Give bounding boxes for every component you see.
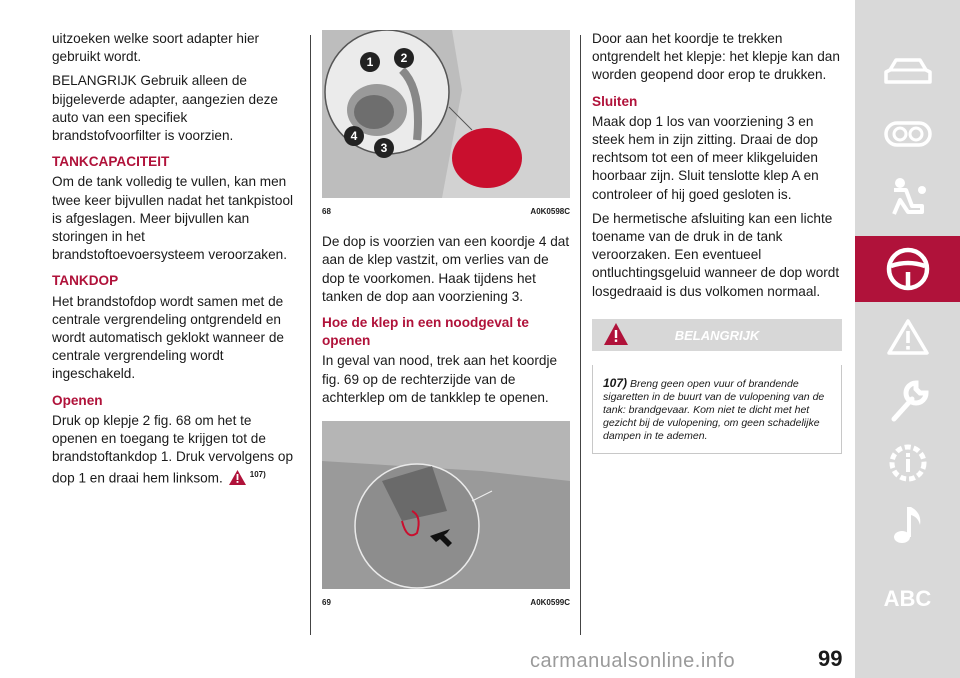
seat-safety-icon <box>886 176 930 216</box>
figure-68-code: A0K0598C <box>530 207 570 216</box>
dashboard-gauges-icon <box>884 119 932 149</box>
paragraph-noodgeval: In geval van nood, trek aan het koordje fig. 69 op de rechterzijde van de achterklep om de tankklep te openen. <box>322 353 558 405</box>
text-column-3 <box>592 30 842 454</box>
sidebar-item-maintenance[interactable] <box>855 370 960 432</box>
callout-1: 1 <box>360 52 380 72</box>
paragraph-sluiten: Maak dop 1 los van voorziening 3 en steek hem in zijn zitting. Draai de dop rechtsom tot een of meer klikgeluiden hoorbaar zijn. Sluit tenslotte klep A en controleer of hij goed gesloten is. <box>592 113 819 202</box>
sidebar-item-technical[interactable] <box>855 432 960 494</box>
heading-noodgeval: Hoe de klep in een noodgeval te openen <box>322 315 529 349</box>
wrench-icon <box>886 379 930 423</box>
warning-triangle-icon <box>886 318 930 356</box>
text-column-1 <box>52 30 297 496</box>
column-divider <box>310 35 311 635</box>
important-note-box <box>592 365 842 454</box>
important-title: BELANGRIJK <box>674 327 760 343</box>
paragraph-adapter: uitzoeken welke soort adapter hier gebruikt wordt. <box>52 31 260 65</box>
important-warning-icon <box>604 323 628 345</box>
sidebar-item-driving[interactable] <box>855 236 960 302</box>
text-column-2 <box>322 30 570 624</box>
paragraph-important-adapter: BELANGRIJK Gebruik alleen de bijgeleverde adapter, aangezien deze auto van een specifiek brandstofvoorfilter is voorzien. <box>52 73 278 144</box>
callout-2: 2 <box>394 48 414 68</box>
heading-openen: Openen <box>52 392 103 408</box>
paragraph-koordje: De dop is voorzien van een koordje 4 dat aan de klep vastzit, om verlies van de dop te voorkomen. Haak tijdens het tanken de dop aan voorziening 3. <box>322 234 570 304</box>
paragraph-tankcapaciteit: Om de tank volledig te vullen, kan men twee keer bijvullen nadat het tankpistool is afgeslagen. Meer bijvullen kan storingen in het brandstoftoevoersysteem veroorzaken. <box>52 174 294 263</box>
heading-tankdop: TANKDOP <box>52 273 119 289</box>
car-icon <box>884 56 932 86</box>
heading-tankcapaciteit: TANKCAPACITEIT <box>52 154 170 170</box>
music-note-icon <box>888 503 928 547</box>
page-number: 99 <box>818 646 843 671</box>
figure-69-code: A0K0599C <box>530 598 570 608</box>
heading-sluiten: Sluiten <box>592 93 638 109</box>
callout-3: 3 <box>374 138 394 158</box>
paragraph-openen <box>52 412 297 490</box>
fuel-cap-illustration <box>322 30 570 198</box>
paragraph-koordje-trekken: Door aan het koordje te trekken ontgrendelt het klepje: het klepje kan dan worden geopend door erop te drukken. <box>592 31 840 83</box>
openen-text: Druk op klepje 2 fig. 68 om het te openen en toegang te krijgen tot de brandstoftankdop 1. Druk vervolgens op dop 1 en draai hem linksom. <box>52 412 294 486</box>
figure-68-caption <box>322 203 570 221</box>
figure-69-caption <box>322 594 570 612</box>
figure-68-number: 68 <box>322 207 331 216</box>
figure-69-number: 69 <box>322 598 331 608</box>
sidebar-item-safety[interactable] <box>855 165 960 227</box>
column-divider-2 <box>580 35 581 635</box>
watermark: carmanualsonline.info <box>530 650 736 672</box>
abc-index-icon: ABC <box>883 586 932 611</box>
important-header <box>592 319 842 351</box>
sidebar-item-multimedia[interactable] <box>855 494 960 556</box>
emergency-cord-illustration <box>322 421 570 589</box>
note-text: Breng geen open vuur of brandende sigaretten in de buurt van de vulopening van de tank: brandgevaar. Kom niet te dicht met het gezicht bij de vulopening, om geen schadelijke dampen in te ademen. <box>603 377 825 442</box>
info-gear-icon <box>886 441 930 485</box>
sidebar-item-warnings[interactable] <box>855 306 960 368</box>
paragraph-hermetisch: De hermetische afsluiting kan een lichte toename van de druk in de tank veroorzaken. Een eventueel ontluchtingsgeluid wanneer de dop wordt losgedraaid is dus volkomen normaal. <box>592 210 840 299</box>
note-number: 107) <box>603 375 628 390</box>
callout-4: 4 <box>344 126 364 146</box>
steering-wheel-icon <box>885 246 931 292</box>
warning-triangle-icon <box>229 470 246 490</box>
paragraph-tankdop: Het brandstofdop wordt samen met de centrale vergrendeling ontgrendeld en wordt automatisch geklokt wanneer de centrale vergrendeling wordt ingeschakeld. <box>52 293 284 382</box>
figure-68-fuel-cap <box>322 30 570 198</box>
sidebar-item-index[interactable] <box>855 568 960 630</box>
note-reference[interactable]: 107) <box>249 470 266 480</box>
sidebar-item-dashboard[interactable] <box>855 103 960 165</box>
figure-69-emergency-cord <box>322 421 570 589</box>
sidebar-item-car[interactable] <box>855 40 960 102</box>
chapter-sidebar <box>855 0 960 678</box>
